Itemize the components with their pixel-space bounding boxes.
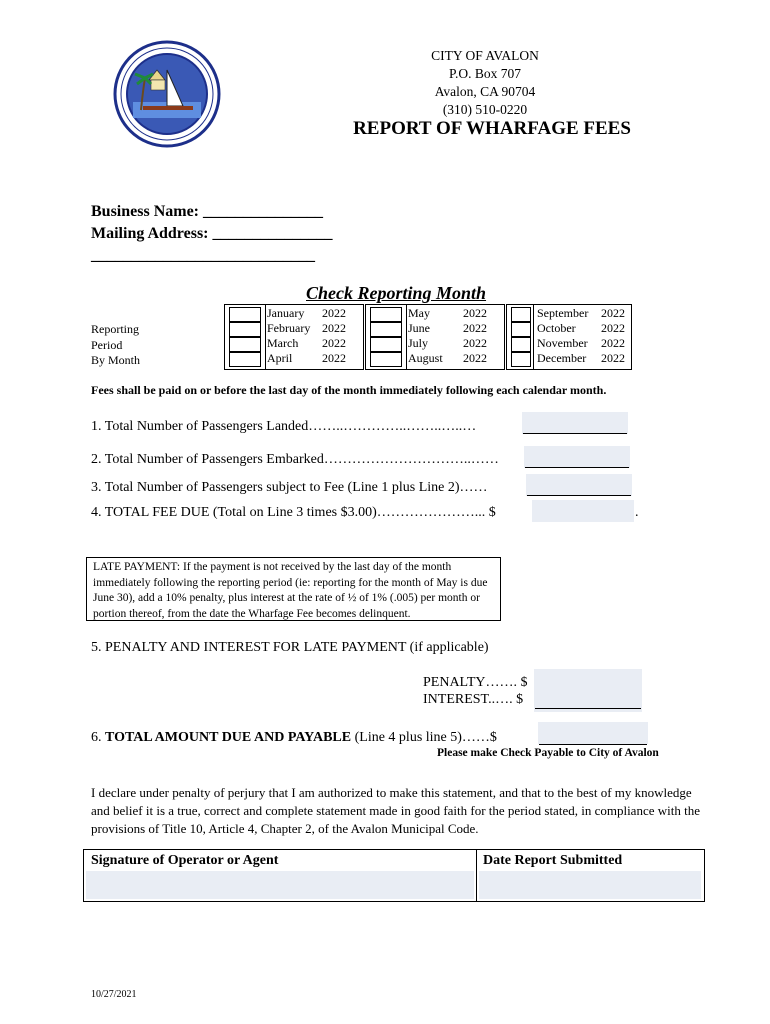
signature-input[interactable] (86, 871, 474, 899)
line-6-label: 6. TOTAL AMOUNT DUE AND PAYABLE (Line 4 plus line 5)……$ (91, 730, 497, 745)
mailing-address-line-2[interactable]: ____________________________ (91, 247, 315, 264)
month-row: July 2022 (408, 336, 487, 350)
checkbox-october[interactable] (511, 322, 531, 337)
month-row: November 2022 (537, 336, 625, 350)
check-reporting-month-heading: Check Reporting Month (306, 283, 487, 303)
checkbox-september[interactable] (511, 307, 531, 322)
declaration-text: I declare under penalty of perjury that I am authorized to make this statement, and that to the best of my knowledge and belief it is a true, correct and complete statement made in good faith for the period stated, in compliance with the provisions of Title 10, Article 4, Chapter 2, of the Avalon Municipal Code. (91, 785, 700, 836)
checkbox-november[interactable] (511, 337, 531, 352)
revision-date: 10/27/2021 (91, 989, 137, 1000)
month-row: December 2022 (537, 351, 625, 365)
checkbox-july[interactable] (370, 337, 402, 352)
month-group-1 (224, 304, 364, 370)
late-payment-notice: LATE PAYMENT: If the payment is not received by the last day of the month immediately following the reporting period (ie: reporting for the month of May is due June 30), add a 10% penalty, plus interest at the rate of ½ of 1% (.005) per month or portion thereof, from the date the Wharfage Fee becomes delinquent. (86, 557, 501, 621)
line-4-label: 4. TOTAL FEE DUE (Total on Line 3 times $3.00)…………………... $ (91, 505, 496, 520)
checkbox-june[interactable] (370, 322, 402, 337)
line-5-label: 5. PENALTY AND INTEREST FOR LATE PAYMENT (if applicable) (91, 640, 489, 655)
line-2-input[interactable] (524, 446, 630, 468)
check-payable-note: Please make Check Payable to City of Avalon (437, 747, 659, 759)
date-submitted-label: Date Report Submitted (483, 853, 623, 868)
month-row: March 2022 (267, 336, 346, 350)
line-3-label: 3. Total Number of Passengers subject to Fee (Line 1 plus Line 2)…… (91, 480, 488, 495)
city-address: Avalon, CA 90704 (434, 84, 536, 99)
line-3-input[interactable] (526, 474, 632, 496)
city-header (380, 47, 590, 119)
checkbox-march[interactable] (229, 337, 261, 352)
penalty-label: PENALTY……. $ (423, 675, 528, 690)
checkbox-february[interactable] (229, 322, 261, 337)
line-2-label: 2. Total Number of Passengers Embarked…………………………..…… (91, 452, 499, 467)
month-row: September 2022 (537, 306, 625, 320)
business-name-field[interactable]: Business Name: _______________ (91, 203, 324, 220)
month-row: October 2022 (537, 321, 625, 335)
reporting-period-label: Reporting Period By Month (91, 322, 141, 367)
checkbox-may[interactable] (370, 307, 402, 322)
line-1-input[interactable] (522, 412, 628, 434)
month-group-2 (365, 304, 505, 370)
month-row: February 2022 (267, 321, 346, 335)
city-name: CITY OF AVALON (431, 48, 539, 63)
checkbox-august[interactable] (370, 352, 402, 367)
interest-label: INTEREST..…. $ (423, 692, 524, 707)
city-seal-icon (113, 40, 221, 148)
checkbox-april[interactable] (229, 352, 261, 367)
page-title: REPORT OF WHARFAGE FEES (353, 118, 631, 139)
penalty-input[interactable] (534, 669, 642, 691)
date-submitted-input[interactable] (479, 871, 701, 899)
month-row: August 2022 (408, 351, 487, 365)
month-row: May 2022 (408, 306, 487, 320)
month-row: June 2022 (408, 321, 487, 335)
month-row: January 2022 (267, 306, 346, 320)
checkbox-december[interactable] (511, 352, 531, 367)
city-phone: (310) 510-0220 (442, 102, 528, 117)
total-amount-due-input[interactable] (538, 722, 648, 744)
signature-table (83, 849, 705, 902)
signature-label: Signature of Operator or Agent (91, 853, 279, 868)
po-box: P.O. Box 707 (448, 66, 521, 81)
month-row: April 2022 (267, 351, 346, 365)
checkbox-january[interactable] (229, 307, 261, 322)
line-1-label: 1. Total Number of Passengers Landed……..…………..……..…..… (91, 419, 477, 434)
total-fee-input[interactable] (532, 500, 634, 522)
payment-notice: Fees shall be paid on or before the last day of the month immediately following each calendar month. (91, 383, 607, 397)
mailing-address-field[interactable]: Mailing Address: _______________ (91, 225, 333, 242)
month-group-3 (506, 304, 632, 370)
